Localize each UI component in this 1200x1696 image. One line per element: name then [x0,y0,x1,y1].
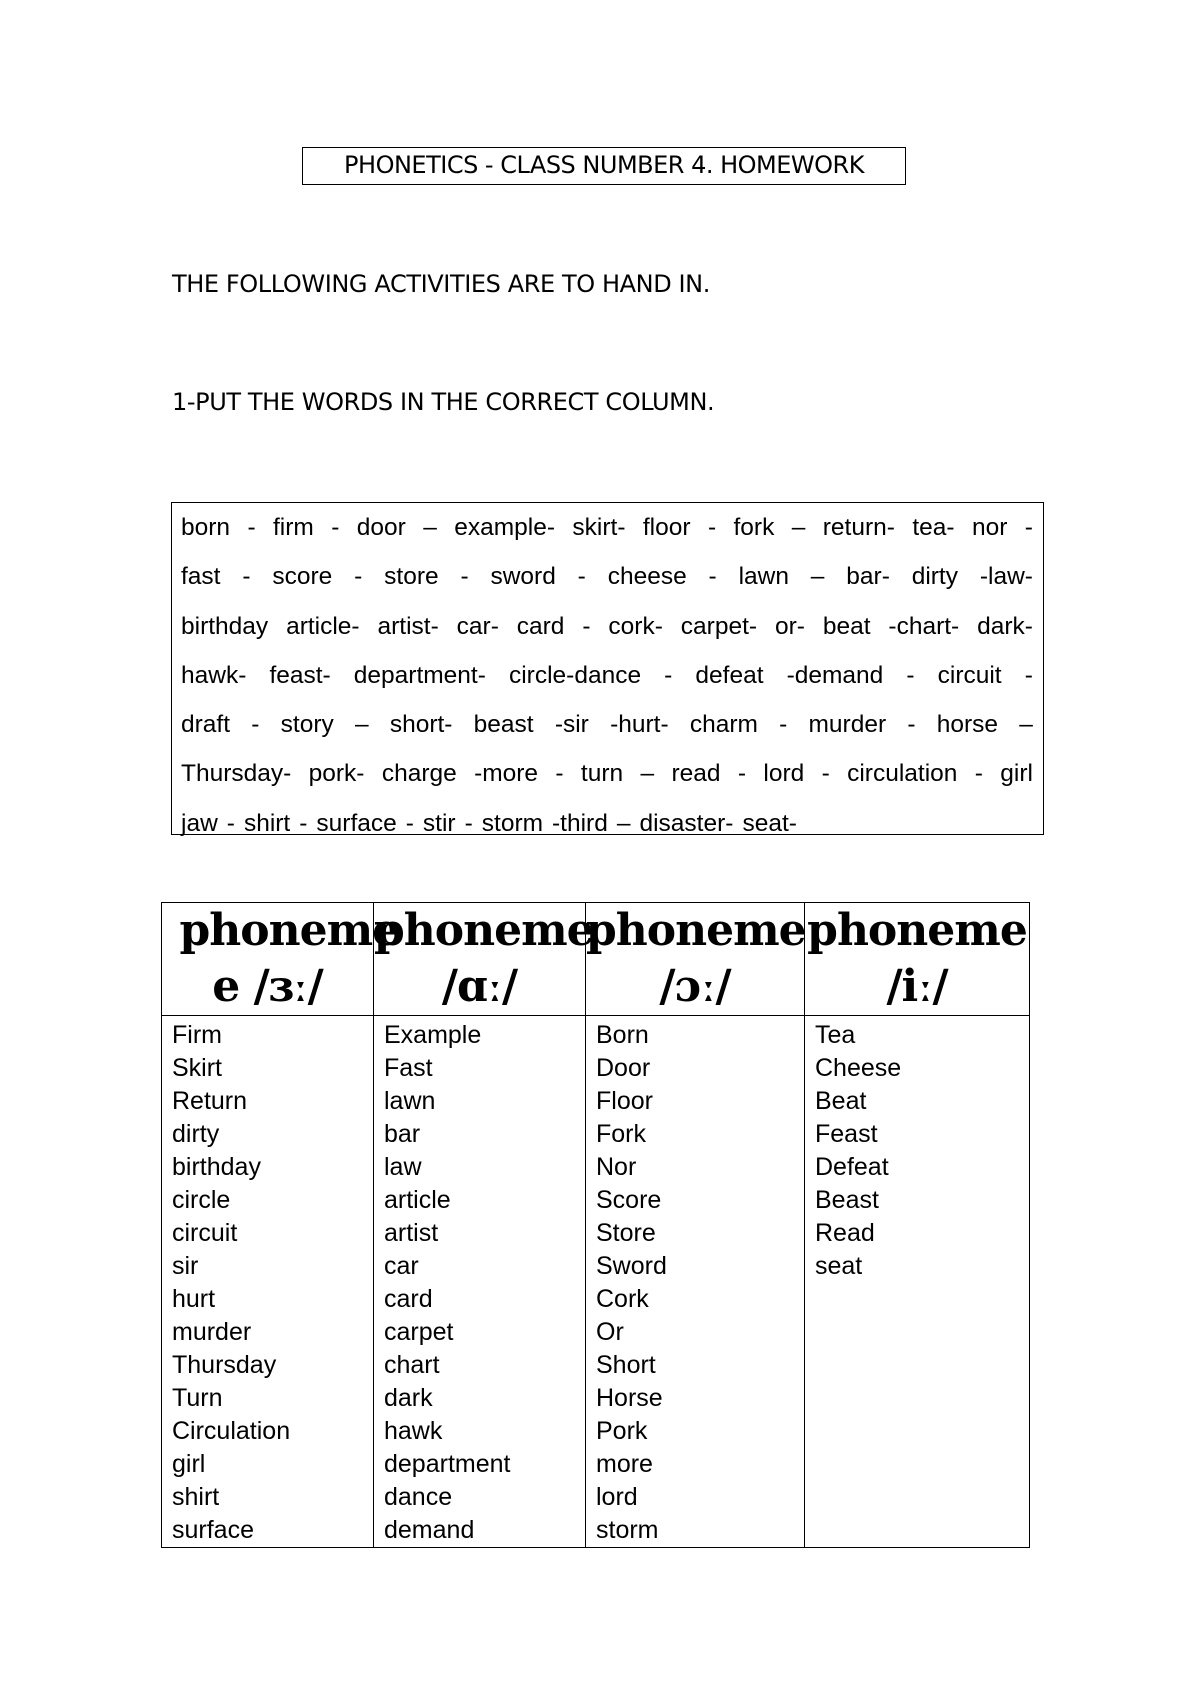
word-bank-token: - [405,809,414,837]
column-word: Score [596,1186,662,1214]
column-word: Fork [596,1120,646,1148]
column-word: seat [815,1252,863,1280]
word-bank-token: - [464,809,473,837]
column-aw-words [586,1016,805,1548]
page-title: PHONETICS - CLASS NUMBER 4. HOMEWORK [302,147,906,185]
column-er-words [162,1016,374,1548]
word-bank-line [181,602,1033,651]
word-bank-token: - [251,711,260,739]
header-name-text: phoneme [179,905,400,956]
word-bank-token: - [299,809,308,837]
word-bank-token: tea- [912,514,955,541]
header-name: phoneme [586,905,806,956]
word-bank-token: - [906,661,915,689]
column-word: Thursday [172,1351,277,1379]
column-word: Pork [596,1417,648,1445]
word-bank-token: charm [689,711,758,739]
word-bank-token: circuit [937,661,1002,689]
word-bank-token: -sir [554,711,589,739]
word-bank-token: – [1019,711,1033,739]
column-word: sir [172,1252,199,1280]
word-bank-token: defeat [695,661,764,689]
word-bank-token: lawn [738,563,789,591]
word-list [805,1016,1029,1283]
column-word: girl [172,1450,206,1478]
word-bank-token: - [821,760,830,788]
word-bank-token: -chart- [888,612,960,640]
word-bank-token: girl [1000,760,1033,788]
header-name [162,903,400,959]
word-bank-token: seat- [742,809,797,837]
word-bank-token: card [516,612,565,640]
word-bank-token: read [671,760,721,788]
column-word: dark [384,1384,433,1412]
column-word: carpet [384,1318,454,1346]
word-bank-token: - [974,760,983,788]
word-bank-token: - [582,612,591,640]
word-bank-token: - [242,563,251,591]
column-word: hurt [172,1285,216,1313]
word-bank-token: - [1024,661,1033,689]
column-word: Or [596,1318,624,1346]
word-bank-token: surface [316,809,397,837]
word-bank-token: - [354,563,363,591]
header-symbol: /ɔː/ [659,961,731,1012]
column-word: birthday [172,1153,261,1181]
column-word: lawn [384,1087,436,1115]
word-bank-box [171,502,1044,835]
word-bank-token: feast- [269,661,331,689]
column-word: surface [172,1516,254,1544]
word-bank-token: disaster- [639,809,734,837]
header-symbol: /iː/ [886,961,948,1012]
column-word: chart [384,1351,440,1379]
word-bank-token: -more [474,760,539,788]
header-symbol: e /ɜː/ [212,961,323,1012]
column-word: Beast [815,1186,879,1214]
word-bank-token: sword [490,563,556,591]
column-word: demand [384,1516,475,1544]
phoneme-table [161,902,1030,1548]
header-name: phoneme [807,905,1027,956]
word-bank-token: - [460,563,469,591]
word-list [586,1016,804,1547]
word-bank-token: story [280,711,334,739]
word-bank-token: - [247,514,256,541]
word-bank-token: - [707,514,717,541]
word-bank-token: cheese [607,563,687,591]
word-list [374,1016,585,1547]
word-bank-token: – [791,514,806,541]
word-bank-token: dirty [911,563,958,591]
word-bank-token: cork- [608,612,663,640]
word-bank-token: fast [181,563,221,591]
word-bank-token: nor [971,514,1008,541]
word-bank-token: stir [422,809,456,837]
column-word: Store [596,1219,656,1247]
word-list [162,1016,373,1547]
word-bank-token: artist- [377,612,439,640]
word-bank-token: car- [456,612,499,640]
column-word: Tea [815,1021,856,1049]
column-word: Cheese [815,1054,902,1082]
activity-heading: 1-PUT THE WORDS IN THE CORRECT COLUMN. [172,388,715,416]
word-bank-token: department- [353,661,486,689]
column-word: dirty [172,1120,220,1148]
word-bank-token: example- [454,514,556,541]
word-bank-token: – [640,760,655,788]
word-bank-token: door [356,514,406,541]
word-bank-token: - [226,809,235,837]
column-word: shirt [172,1483,220,1511]
column-word: Door [596,1054,651,1082]
column-word: circle [172,1186,231,1214]
word-bank-token: -law- [979,563,1033,591]
column-ee-words [805,1016,1030,1548]
word-bank-token: bar- [846,563,890,591]
column-word: circuit [172,1219,238,1247]
header-name: phoneme [374,905,594,956]
column-word: department [384,1450,511,1478]
column-word: artist [384,1219,439,1247]
column-word: Beat [815,1087,867,1115]
word-bank-token: circle-dance [508,661,642,689]
column-word: more [596,1450,653,1478]
word-bank-token: - [331,514,340,541]
column-word: Feast [815,1120,878,1148]
column-word: Example [384,1021,482,1049]
word-bank-token: return- [822,514,895,541]
word-bank-token: score [272,563,333,591]
column-ah-words [374,1016,586,1548]
word-bank-line [181,749,1033,798]
word-bank-line [181,552,1033,601]
word-bank-token: lord [763,760,805,788]
word-bank-token: dark- [977,612,1033,640]
word-bank-token: skirt- [572,514,626,541]
word-bank-token: - [664,661,673,689]
word-bank-line [181,503,1033,552]
column-word: Turn [172,1384,223,1412]
word-bank-token: firm [273,514,314,541]
column-header-aw [586,903,805,1016]
column-word: Sword [596,1252,667,1280]
word-bank-token: horse [936,711,999,739]
column-word: law [384,1153,422,1181]
word-bank-token: fork [733,514,775,541]
word-bank-token: beast [473,711,534,739]
column-word: storm [596,1516,659,1544]
word-bank-token: – [423,514,437,541]
word-bank-token: – [810,563,825,591]
column-header-er [162,903,400,1016]
column-word: card [384,1285,433,1313]
column-word: murder [172,1318,252,1346]
word-bank-token: pork- [308,760,365,788]
word-bank-token: circulation [847,760,958,788]
column-word: Short [596,1351,656,1379]
column-word: Horse [596,1384,663,1412]
word-bank-token: - [555,760,564,788]
word-bank-token: charge [381,760,457,788]
word-bank-token: murder [808,711,887,739]
column-word: Cork [596,1285,649,1313]
word-bank-token: Thursday- [181,760,292,788]
column-word: Defeat [815,1153,889,1181]
word-bank-token: carpet- [680,612,758,640]
word-bank-line [181,799,1033,848]
header-symbol: /ɑː/ [441,961,518,1012]
column-word: Fast [384,1054,433,1082]
word-bank-token: article- [286,612,360,640]
word-bank-token: or- [774,612,805,640]
column-header-ee [805,903,1030,1016]
word-bank-token: – [616,809,631,837]
column-word: Born [596,1021,649,1049]
word-bank-token: beat [822,612,871,640]
word-bank-token: short- [389,711,453,739]
word-bank-token: storm [481,809,544,837]
word-bank-token: -third [552,809,608,837]
word-bank-token: store [384,563,439,591]
word-bank-token: - [708,563,717,591]
word-bank-token: turn [580,760,624,788]
column-word: Floor [596,1087,653,1115]
column-word: Circulation [172,1417,291,1445]
word-bank-token: – [354,711,369,739]
column-word: Read [815,1219,875,1247]
word-bank-token: shirt [243,809,291,837]
word-bank-token: born [181,514,231,541]
word-bank-token: hawk- [181,661,247,689]
column-word: hawk [384,1417,443,1445]
word-bank-token: -hurt- [610,711,669,739]
word-bank-token: birthday [181,612,269,640]
column-word: Return [172,1087,248,1115]
column-word: bar [384,1120,421,1148]
word-bank-token: - [577,563,586,591]
table-body-row [162,1016,1030,1548]
word-bank-token: -demand [786,661,884,689]
column-word: article [384,1186,451,1214]
word-bank-token: floor [642,514,691,541]
word-bank-token: draft [181,711,231,739]
word-bank-token: - [737,760,747,788]
column-word: lord [596,1483,638,1511]
column-word: Nor [596,1153,637,1181]
word-bank-token: - [907,711,916,739]
column-word: car [384,1252,419,1280]
column-word: Skirt [172,1054,222,1082]
table-header-row [162,903,1030,1016]
word-bank-token: - [779,711,788,739]
word-bank-line [181,700,1033,749]
column-word: Firm [172,1021,222,1049]
instruction-heading: THE FOLLOWING ACTIVITIES ARE TO HAND IN. [172,270,710,298]
column-header-ah [374,903,594,1016]
word-bank-token: - [1024,514,1033,541]
word-bank-line [181,651,1033,700]
word-bank-token: jaw [181,809,218,837]
column-word: dance [384,1483,453,1511]
